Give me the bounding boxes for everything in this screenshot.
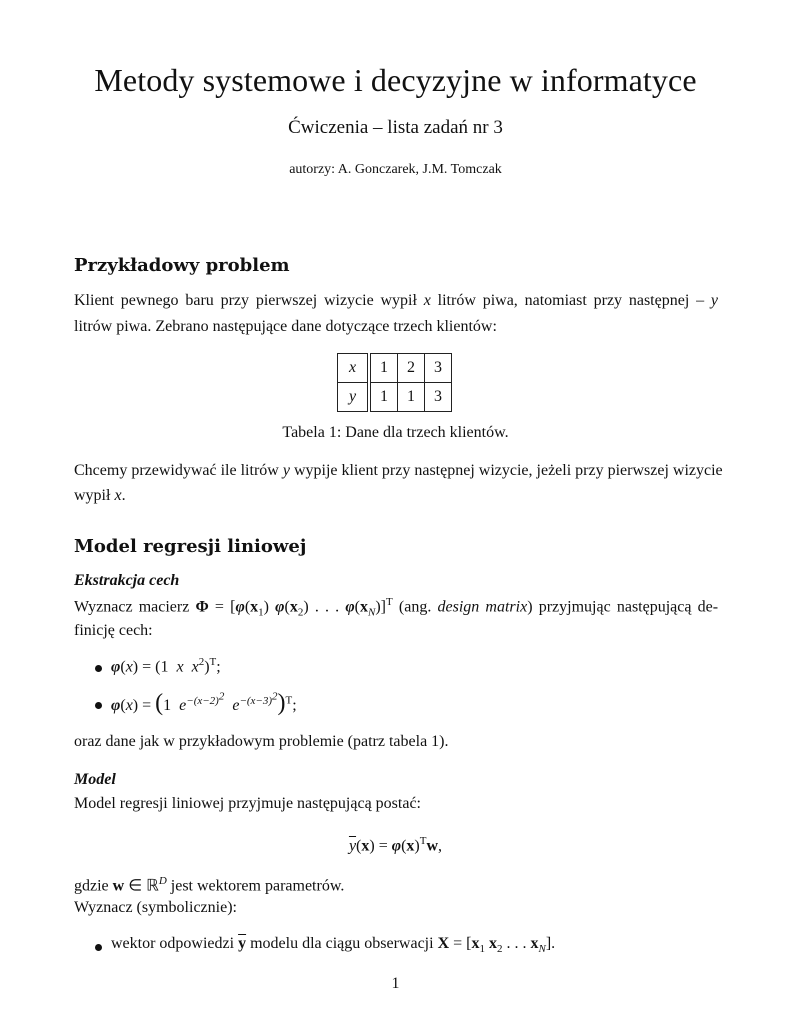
page-number: 1 bbox=[391, 975, 400, 992]
paragraph-line: Model regresji liniowej przyjmuje następującą postać: bbox=[74, 795, 421, 812]
table-cell-label: x bbox=[338, 354, 370, 383]
table-cell: 1 bbox=[369, 354, 398, 383]
table-row bbox=[338, 354, 452, 383]
table-row bbox=[338, 383, 452, 412]
paragraph-line: wypił x. bbox=[74, 487, 126, 504]
data-table bbox=[337, 353, 452, 412]
section-heading-linear-regression: Model regresji liniowej bbox=[74, 536, 307, 557]
paragraph-line: Wyznacz (symbolicznie): bbox=[74, 899, 237, 916]
bullet-icon bbox=[95, 944, 102, 951]
table-caption: Tabela 1: Dane dla trzech klientów. bbox=[282, 424, 509, 441]
paragraph-line: litrów piwa. Zebrano następujące dane dotyczące trzech klientów: bbox=[74, 318, 497, 335]
subheading-feature-extraction: Ekstrakcja cech bbox=[74, 572, 180, 589]
paragraph-line: Chcemy przewidywać ile litrów y wypije klient przy następnej wizycie, jeżeli przy pierwszej wizycie bbox=[74, 462, 723, 479]
paragraph-line: Klient pewnego baru przy pierwszej wizycie wypił x litrów piwa, natomiast przy następnej – y bbox=[74, 292, 718, 309]
table-cell-label: y bbox=[338, 383, 370, 412]
feature-definition-1: φ(x) = (1 x $x^2)^T$; bbox=[111, 656, 221, 676]
table-cell: 2 bbox=[398, 354, 425, 383]
paragraph-line: finicję cech: bbox=[74, 622, 153, 639]
table-cell: 1 bbox=[369, 383, 398, 412]
task-bullet: wektor odpowiedzi $\overline{y}$ modelu dla ciągu obserwacji $X = [x_1$ $x_2$ . . . $x_N$]. bbox=[111, 935, 556, 956]
paragraph-line: gdzie w ∈ ℝ$^D$ jest wektorem parametrów. bbox=[74, 875, 345, 895]
subheading-model: Model bbox=[74, 771, 116, 788]
table-cell: 3 bbox=[425, 383, 452, 412]
feature-definition-2: φ(x) = (1 $e^{-(x-2)^2}$ $e^{-(x-3)^2})^T$; bbox=[111, 690, 297, 716]
table-cell: 1 bbox=[398, 383, 425, 412]
model-equation: $\overline{y}(x) = \varphi(x)^Tw$, bbox=[348, 835, 443, 855]
section-heading-example-problem: Przykładowy problem bbox=[74, 255, 290, 276]
table-cell: 3 bbox=[425, 354, 452, 383]
document-subtitle: Ćwiczenia – lista zadań nr 3 bbox=[288, 117, 503, 138]
paragraph-line: oraz dane jak w przykładowym problemie (patrz tabela 1). bbox=[74, 733, 449, 750]
bullet-icon bbox=[95, 665, 102, 672]
document-title: Metody systemowe i decyzyjne w informatyce bbox=[94, 62, 697, 98]
document-authors: autorzy: A. Gonczarek, J.M. Tomczak bbox=[289, 162, 502, 177]
bullet-icon bbox=[95, 702, 102, 709]
paragraph-line: Wyznacz macierz $\Phi = [\varphi(x_1)$ $\varphi(x_2)$ . . . $\varphi(x_N)]^T$ (ang. design matrix) przyjmując następującą de- bbox=[74, 596, 719, 619]
